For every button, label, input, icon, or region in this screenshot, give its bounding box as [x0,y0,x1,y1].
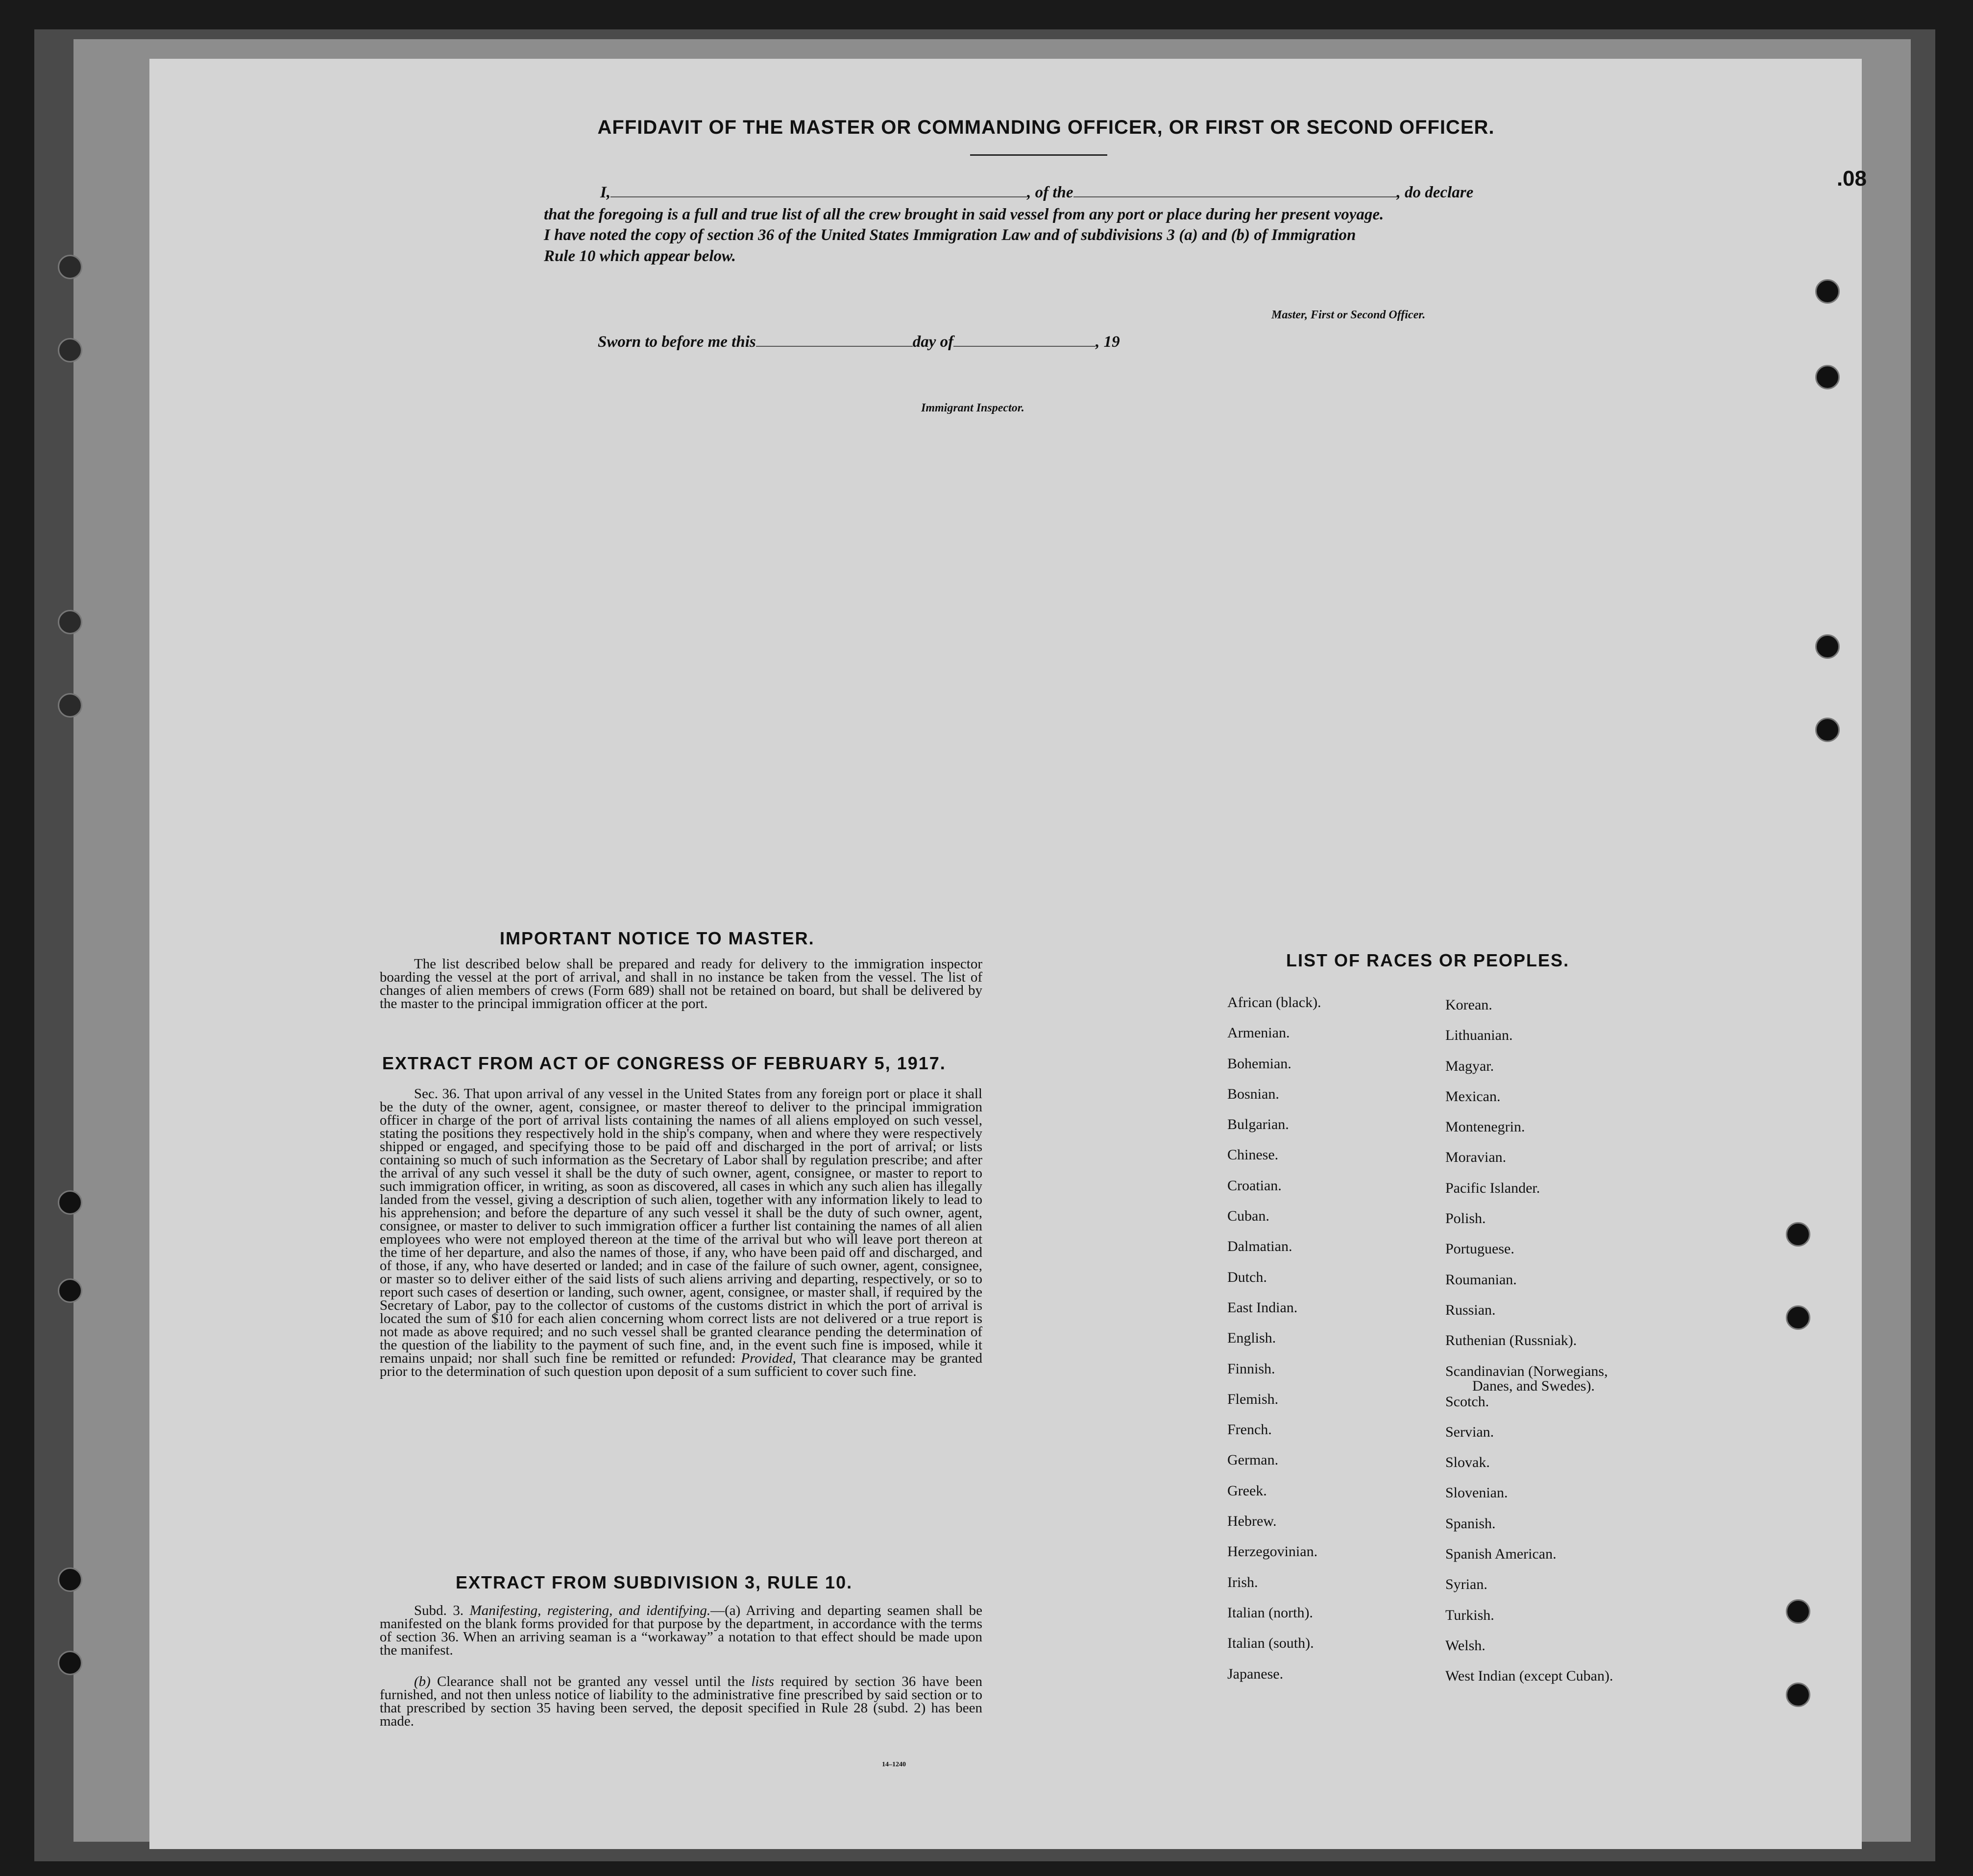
subd-b-text [380,1675,982,1728]
subd-a-body: Arriving and departing seamen shall be manifested on the blank forms provided for that purpose by the department, in accordance with the terms of section 36. When an arriving seaman is a “workaway” a notation to that effect should be made upon the manifest. [380,1603,982,1658]
race-item: Italian (north). [1227,1604,1313,1621]
binder-hole [1815,365,1840,389]
form-number: 14–1240 [882,1761,906,1768]
race-item: Bulgarian. [1227,1116,1289,1133]
sworn-year: , 19 [1096,333,1120,351]
race-item: Scotch. [1445,1393,1489,1410]
manifest-page [149,59,1867,1849]
binder-hole [1786,1305,1810,1330]
races-column-1 [1227,994,1321,1696]
race-item: East Indian. [1227,1299,1298,1316]
race-item: Croatian. [1227,1177,1282,1194]
month-blank[interactable] [953,346,1096,347]
race-item: Syrian. [1445,1576,1487,1593]
binder-hole [1815,634,1840,659]
affidavit-i: I, [600,184,611,201]
race-item: Spanish American. [1445,1546,1557,1563]
race-item: Dalmatian. [1227,1238,1292,1255]
race-item: Italian (south). [1227,1635,1314,1652]
race-item: Bohemian. [1227,1055,1291,1072]
binder-hole [58,1567,82,1592]
vessel-blank[interactable] [1073,196,1397,197]
subd-b-label: (b) [414,1674,431,1689]
races-column-2 [1445,997,1613,1699]
race-item: African (black). [1227,994,1321,1010]
race-item: Servian. [1445,1423,1494,1440]
affidavit-line-1 [600,184,1473,202]
subd-a-label: —(a) [710,1603,741,1618]
race-item: Armenian. [1227,1025,1290,1041]
provided-word: Provided, [741,1350,796,1366]
binder-hole [1786,1599,1810,1624]
race-item: Herzegovinian. [1227,1543,1318,1560]
binder-hole [1815,279,1840,304]
race-item: Portuguese. [1445,1241,1514,1257]
race-item: Hebrew. [1227,1513,1277,1530]
race-item: Roumanian. [1445,1271,1517,1288]
race-item: Montenegrin. [1445,1119,1525,1135]
page-number: .08 [1836,167,1867,191]
subd-b-body-1: Clearance shall not be granted any vessel until the [437,1674,745,1689]
subd-a-text [380,1604,982,1657]
race-item: German. [1227,1452,1279,1468]
race-item: Moravian. [1445,1149,1507,1166]
binder-hole [58,1278,82,1303]
binder-hole [58,1651,82,1675]
race-item: Lithuanian. [1445,1027,1513,1044]
binder-hole [58,1190,82,1215]
race-item: Welsh. [1445,1637,1486,1654]
sec-36-text: That upon arrival of any vessel in the United States from any foreign port or place it shall be the duty of the owner, agent, consignee, or master thereof to deliver to the principal immigration officer in charge of the port of arrival lists containing the names of all aliens employed on such vessel, stating the positions they respectively hold in the ship's company, when and where they were respectively shipped or engaged, and specifying those to be paid off and discharged in the port of arrival; or lists containing so much of such information as the Secretary of Labor shall by regulation prescribe; and after the arrival of any such vessel it shall be the duty of such owner, agent, consignee, or master to report to such immigration officer, in writing, as soon as discovered, all cases in which any such alien has illegally landed from the vessel, giving a description of such alien, together with any information likely to lead to his apprehension; and before the departure of any such vessel it shall be the duty of such owner, agent, consignee, or master to deliver to such immigration officer a further list containing the names of all alien employees who were not employed thereon at the time of the arrival but who will leave port thereon at the time of her departure, and also the names of those, if any, who have been paid off and discharged, and of those, if any, who have deserted or landed; and in case of the failure of such owner, agent, consignee, or master so to deliver either of the said lists of such aliens arriving and departing, respectively, or so to report such cases of desertion or landing, such owner, agent, consignee, or master shall, if required by the Secretary of Labor, pay to the collector of customs of the customs district in which the port of arrival is located the sum of $10 for each alien concerning whom correct lists are not delivered or a true report is not made as above required; and no such vessel shall be granted clearance pending the determination of the question of the liability to the payment of such fine, and, in the event such fine is imposed, while it remains unpaid; nor shall such fine be remitted or refunded: [380,1086,982,1366]
races-title: LIST OF RACES OR PEOPLES. [1286,950,1570,970]
race-item: Russian. [1445,1301,1496,1318]
divider [970,154,1107,156]
affidavit-of-the: , of the [1027,184,1073,201]
affidavit-line-2: that the foregoing is a full and true list of all the crew brought in said vessel from any port or place during her present voyage. [544,206,1384,223]
binder-hole [1786,1222,1810,1247]
binder-hole [58,693,82,718]
race-item: Korean. [1445,997,1492,1013]
race-item: English. [1227,1330,1276,1347]
binder-hole [58,338,82,362]
race-item: Polish. [1445,1210,1486,1227]
inspector-label: Immigrant Inspector. [921,402,1024,414]
race-item: French. [1227,1421,1272,1438]
extract-rule-title: EXTRACT FROM SUBDIVISION 3, RULE 10. [456,1572,853,1592]
day-blank[interactable] [756,346,913,347]
race-item: Turkish. [1445,1607,1494,1623]
binder-hole [58,255,82,279]
affidavit-line-3: I have noted the copy of section 36 of the United States Immigration Law and of subdivisions 3 (a) and (b) of Immigration [544,226,1356,244]
race-item: Greek. [1227,1482,1267,1499]
subd-label: Subd. 3. [414,1603,464,1618]
race-item: Ruthenian (Russniak). [1445,1332,1577,1349]
sec-36-text-end: That clearance may be granted prior to the determination of such question upon deposit of a sum sufficient to cover such fine. [380,1350,982,1379]
sworn-day-of: day of [912,333,954,351]
affidavit-title: AFFIDAVIT OF THE MASTER OR COMMANDING OFFICER, OR FIRST OR SECOND OFFICER. [597,117,1495,138]
race-item: Chinese. [1227,1147,1279,1163]
sworn-line [598,333,1120,351]
name-blank[interactable] [610,196,1027,197]
race-item: West Indian (except Cuban). [1445,1668,1613,1684]
extract-act-text [380,1087,982,1378]
race-item: Slovak. [1445,1454,1490,1471]
notice-title: IMPORTANT NOTICE TO MASTER. [500,928,815,948]
binder-hole [1815,718,1840,742]
race-item: Magyar. [1445,1058,1494,1074]
affidavit-declare: , do declare [1396,184,1474,201]
extract-act-title: EXTRACT FROM ACT OF CONGRESS OF FEBRUARY 5, 1917. [382,1053,946,1073]
race-item: Danes, and Swedes). [1472,1377,1595,1394]
race-item: Cuban. [1227,1208,1269,1225]
race-item: Flemish. [1227,1391,1279,1407]
race-item: Bosnian. [1227,1085,1279,1102]
binder-hole [1786,1683,1810,1707]
subd-b-lists: lists [751,1674,775,1689]
race-item: Mexican. [1445,1088,1501,1105]
sworn-prefix: Sworn to before me this [598,333,756,351]
race-item: Finnish. [1227,1360,1275,1377]
race-item: Pacific Islander. [1445,1179,1540,1196]
affidavit-line-4: Rule 10 which appear below. [544,247,736,265]
race-item: Dutch. [1227,1269,1267,1285]
binder-hole [58,610,82,634]
sec-36-label: Sec. 36. [414,1086,460,1102]
race-item: Scandinavian (Norwegians, [1445,1363,1608,1379]
race-item: Japanese. [1227,1665,1284,1682]
signature-label: Master, First or Second Officer. [1271,309,1426,321]
subd-heading: Manifesting, registering, and identifying. [469,1603,711,1618]
race-item: Spanish. [1445,1515,1496,1532]
race-item: Irish. [1227,1574,1258,1590]
race-item: Slovenian. [1445,1485,1508,1501]
subd-b-body-2: required by section 36 have been furnished, and not then unless notice of liability to the administrative fine prescribed by said section or to that prescribed by section 35 having been served, the deposit specified in Rule 28 (subd. 2) has been made. [380,1674,982,1729]
notice-text: The list described below shall be prepared and ready for delivery to the immigration inspector boarding the vessel at the port of arrival, and shall in no instance be taken from the vessel. The list of changes of alien members of crews (Form 689) shall not be retained on board, but shall be delivered by the master to the principal immigration officer at the port. [380,956,982,1011]
